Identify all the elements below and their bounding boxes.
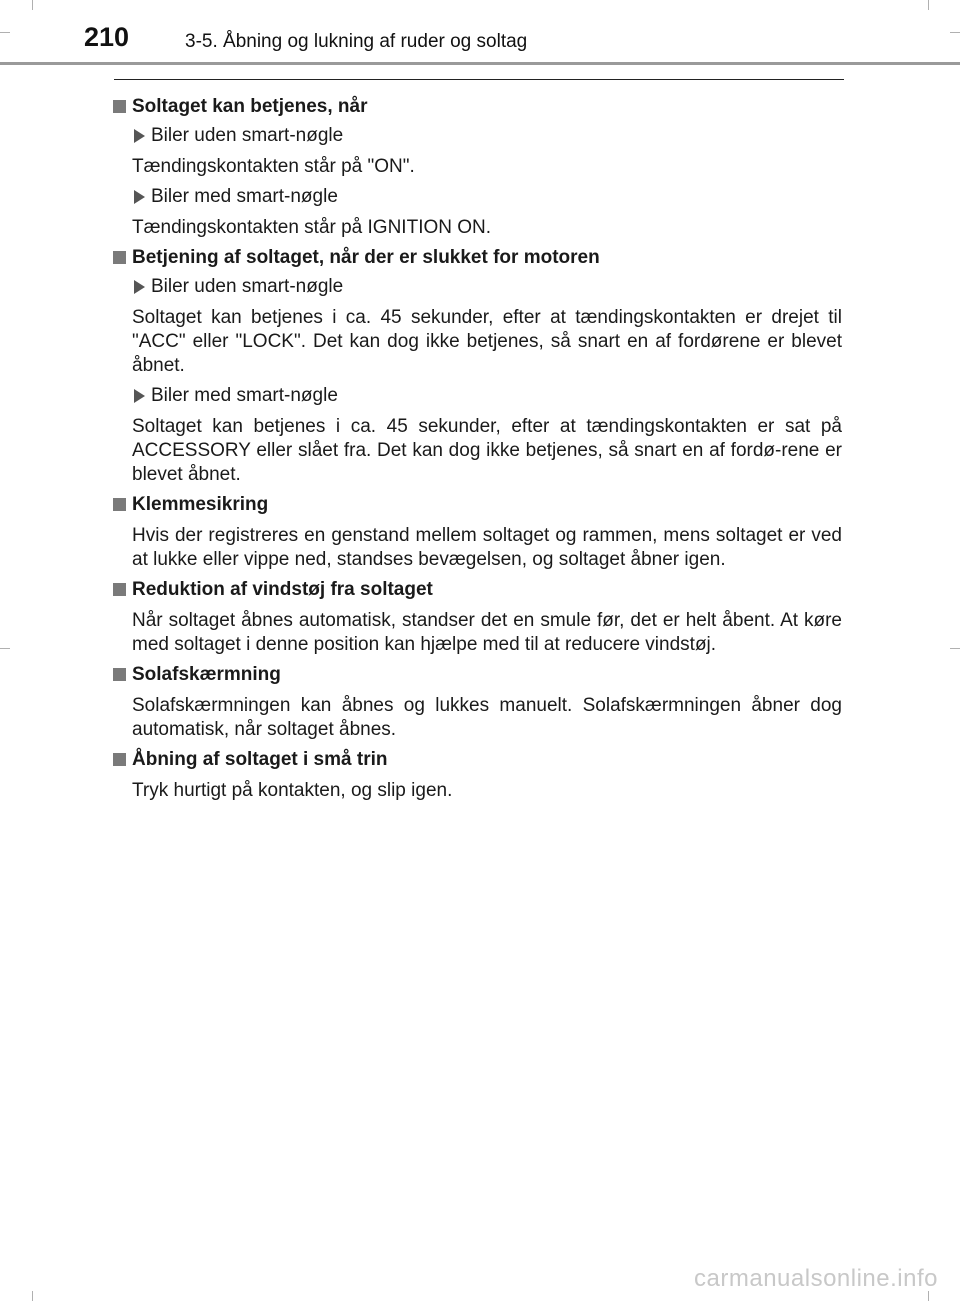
section-heading: [110, 244, 842, 271]
section: [110, 661, 842, 742]
footer-watermark: carmanualsonline.info: [694, 1265, 938, 1292]
square-bullet-icon: [113, 668, 126, 681]
section-heading-text: Betjening af soltaget, når der er slukket for motoren: [132, 247, 600, 268]
section: [110, 746, 842, 803]
header-rule: [0, 62, 960, 65]
chapter-title: 3-5. Åbning og lukning af ruder og soltag: [185, 31, 528, 52]
sub-bullet: [134, 183, 842, 210]
square-bullet-icon: [113, 753, 126, 766]
section: [110, 244, 842, 487]
square-bullet-icon: [113, 251, 126, 264]
section-heading-text: Åbning af soltaget i små trin: [132, 749, 388, 770]
triangle-bullet-icon: [134, 280, 145, 294]
triangle-bullet-icon: [134, 389, 145, 403]
square-bullet-icon: [113, 583, 126, 596]
crop-mark: [32, 1291, 33, 1301]
body-paragraph: Soltaget kan betjenes i ca. 45 sekunder, efter at tændingskontakten er sat på ACCESSORY eller slået fra. Det kan dog ikke betjenes, så snart en af fordø-rene er blevet åbnet.: [132, 416, 842, 485]
section: [110, 576, 842, 657]
page-header: [0, 0, 960, 64]
body-paragraph: Solafskærmningen kan åbnes og lukkes manuelt. Solafskærmningen åbner dog automatisk, når soltaget åbnes.: [132, 695, 842, 740]
sub-bullet: [134, 122, 842, 149]
sub-bullet-text: Biler med smart-nøgle: [151, 186, 338, 207]
section-heading: [110, 93, 842, 120]
sub-bullet: [134, 382, 842, 409]
triangle-bullet-icon: [134, 190, 145, 204]
section-heading-text: Soltaget kan betjenes, når: [132, 96, 368, 117]
body-paragraph: Hvis der registreres en genstand mellem soltaget og rammen, mens soltaget er ved at lukke eller vippe ned, standses bevægelsen, og soltaget åbner igen.: [132, 525, 842, 570]
crop-mark: [950, 648, 960, 649]
body-paragraph: Tryk hurtigt på kontakten, og slip igen.: [132, 780, 453, 801]
square-bullet-icon: [113, 498, 126, 511]
body-paragraph: Tændingskontakten står på "ON".: [132, 156, 415, 177]
section-heading: [110, 661, 842, 688]
body-paragraph: Tændingskontakten står på IGNITION ON.: [132, 217, 492, 238]
sub-bullet-text: Biler uden smart-nøgle: [151, 276, 344, 297]
crop-mark: [0, 648, 10, 649]
body-paragraph: Soltaget kan betjenes i ca. 45 sekunder, efter at tændingskontakten er drejet til "ACC" eller "LOCK". Det kan dog ikke betjenes, så snart en af fordørene er blevet åbnet.: [132, 307, 842, 376]
sub-bullet: [134, 273, 842, 300]
square-bullet-icon: [113, 100, 126, 113]
sub-bullet-text: Biler uden smart-nøgle: [151, 125, 344, 146]
section-heading: [110, 576, 842, 603]
section-heading-text: Klemmesikring: [132, 494, 269, 515]
section: [110, 93, 842, 240]
triangle-bullet-icon: [134, 129, 145, 143]
section-heading: [110, 491, 842, 518]
section-heading-text: Solafskærmning: [132, 664, 281, 685]
section-divider: [114, 79, 844, 80]
sub-bullet-text: Biler med smart-nøgle: [151, 385, 338, 406]
page-content: [110, 90, 842, 807]
section: [110, 491, 842, 572]
body-paragraph: Når soltaget åbnes automatisk, standser det en smule før, det er helt åbent. At køre med soltaget i denne position kan hjælpe med til at reducere vindstøj.: [132, 610, 842, 655]
section-heading-text: Reduktion af vindstøj fra soltaget: [132, 579, 433, 600]
page-number: 210: [84, 22, 130, 52]
section-heading: [110, 746, 842, 773]
